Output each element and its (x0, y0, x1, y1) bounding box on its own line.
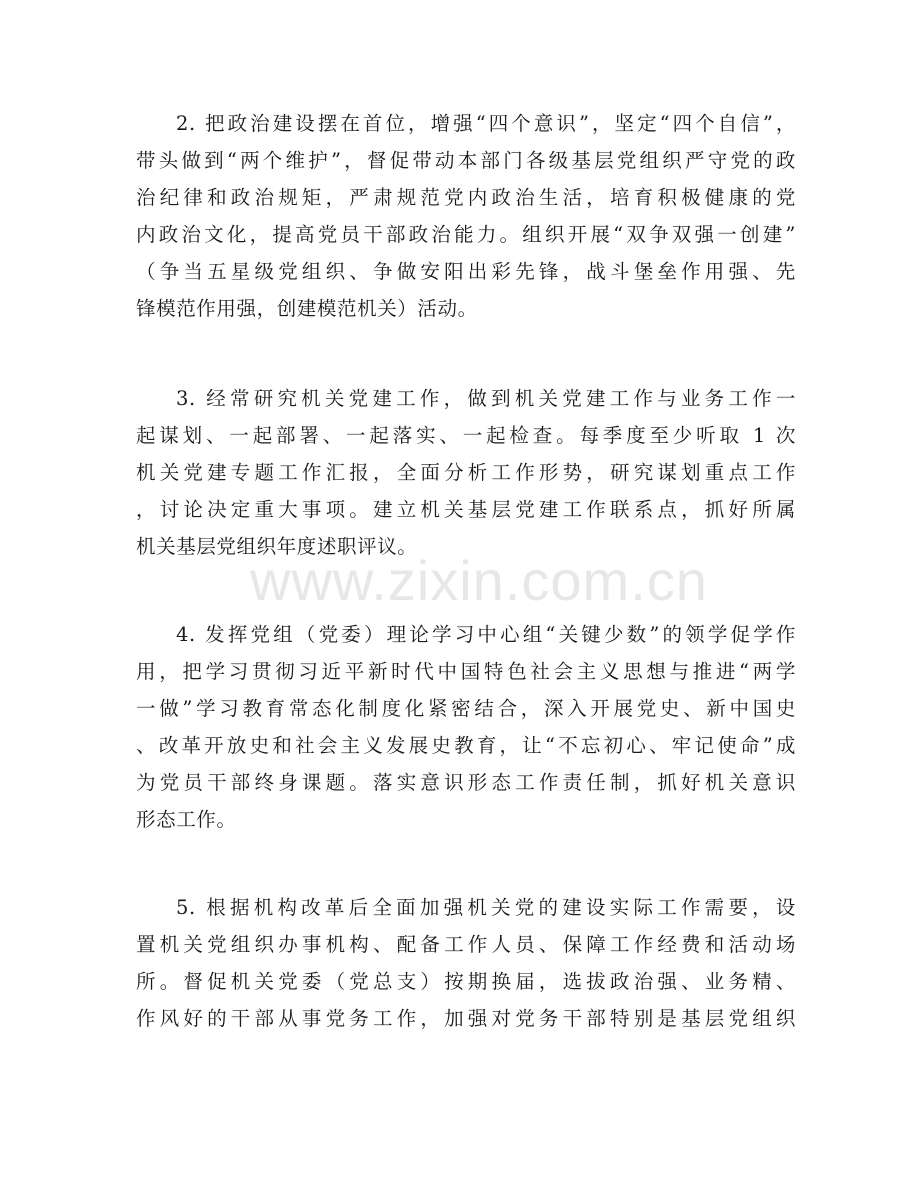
text-line: 治纪律和政治规矩，严肃规范党内政治生活，培育积极健康的党 (136, 186, 796, 209)
text-line: 机关基层党组织年度述职评议。 (136, 535, 418, 558)
text-line: 带头做到“两个维护”，督促带动本部门各级基层党组织严守党的政 (136, 149, 796, 172)
paragraph-item-2 (136, 105, 796, 327)
text-line: 一做”学习教育常态化制度化紧密结合，深入开展党史、新中国史 (136, 697, 796, 720)
text-line: 置机关党组织办事机构、配备工作人员、保障工作经费和活动场 (136, 933, 796, 956)
text-line: 5. 根据机构改革后全面加强机关党的建设实际工作需要，设 (176, 896, 796, 919)
text-line: 、改革开放史和社会主义发展史教育，让“不忘初心、牢记使命”成 (136, 734, 796, 757)
text-line: 锋模范作用强，创建模范机关）活动。 (136, 297, 478, 320)
text-line: 3. 经常研究机关党建工作，做到机关党建工作与业务工作一 (176, 387, 796, 410)
text-line: 内政治文化，提高党员干部政治能力。组织开展“双争双强一创建” (136, 223, 796, 246)
text-line: 形态工作。 (136, 808, 237, 831)
text-line: 2. 把政治建设摆在首位，增强“四个意识”，坚定“四个自信”， (176, 112, 796, 135)
text-line: 所。督促机关党委（党总支）按期换届，选拔政治强、业务精、 (136, 970, 796, 993)
text-line: 为党员干部终身课题。落实意识形态工作责任制，抓好机关意识 (136, 771, 796, 794)
text-line: 起谋划、一起部署、一起落实、一起检查。每季度至少听取 1 次 (136, 424, 796, 447)
text-line: 作风好的干部从事党务工作，加强对党务干部特别是基层党组织 (136, 1007, 796, 1030)
text-line: （争当五星级党组织、争做安阳出彩先锋，战斗堡垒作用强、先 (136, 260, 796, 283)
paragraph-item-3 (136, 380, 796, 565)
paragraph-item-4 (136, 616, 796, 838)
paragraph-item-5 (136, 889, 796, 1037)
text-line: 机关党建专题工作汇报，全面分析工作形势，研究谋划重点工作 (136, 461, 796, 484)
text-line: 4. 发挥党组（党委）理论学习中心组“关键少数”的领学促学作 (176, 623, 796, 646)
watermark: www.zixin.com.cn (250, 549, 708, 612)
text-line: ，讨论决定重大事项。建立机关基层党建工作联系点，抓好所属 (136, 498, 796, 521)
text-line: 用，把学习贯彻习近平新时代中国特色社会主义思想与推进“两学 (136, 660, 796, 683)
